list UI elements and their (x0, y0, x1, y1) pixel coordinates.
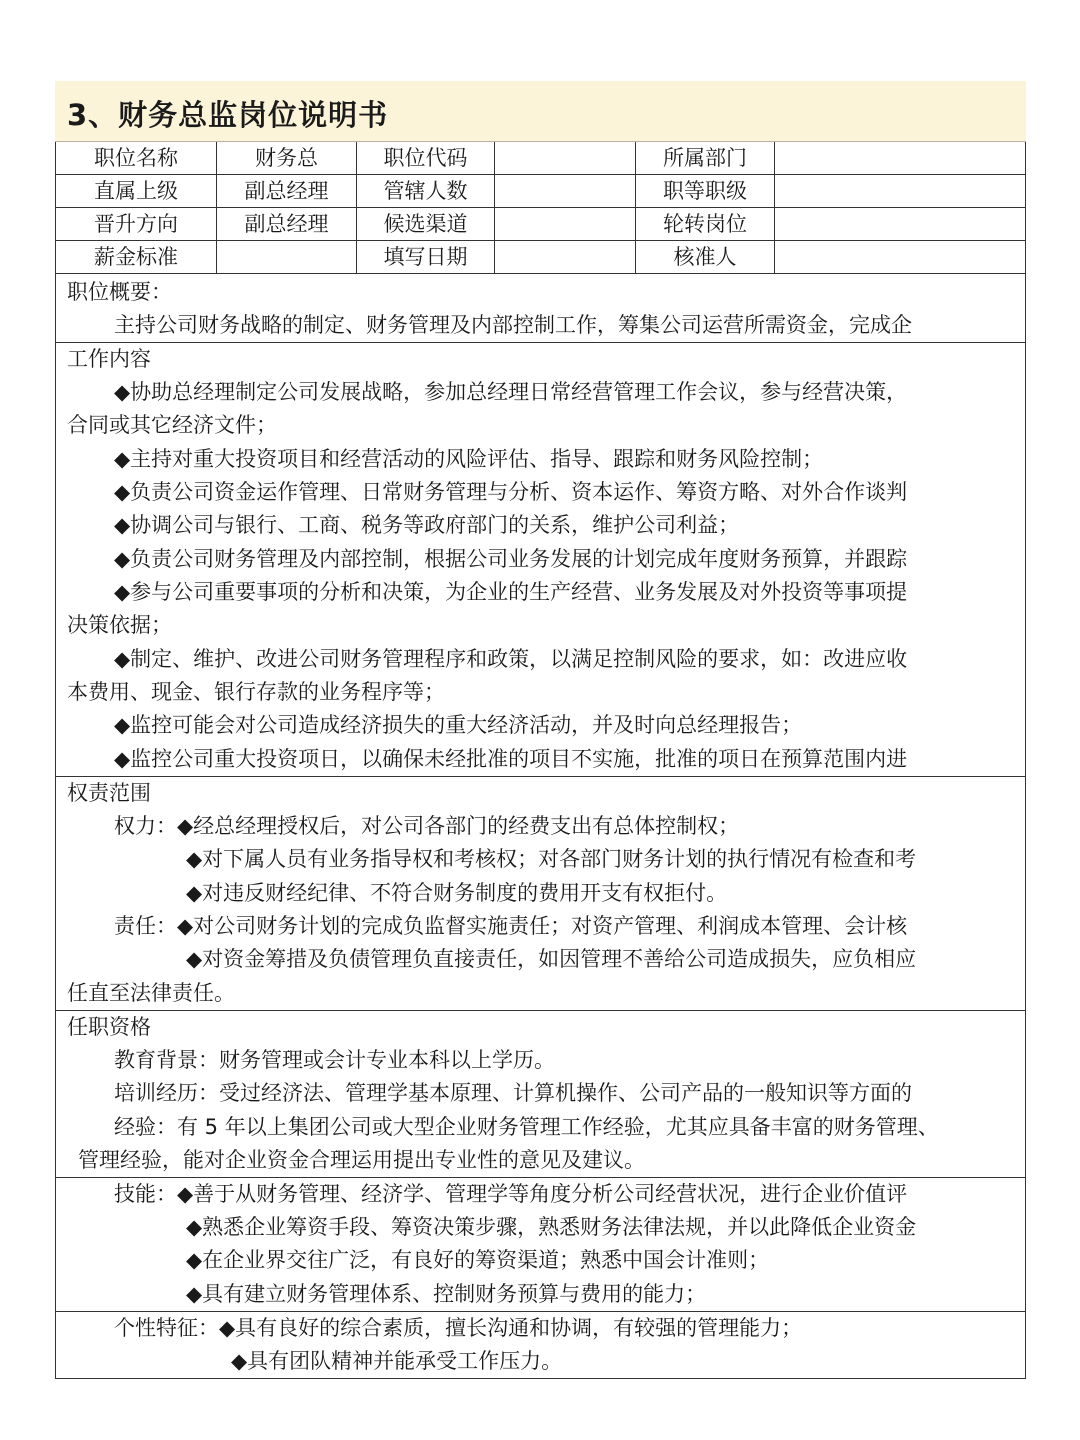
info-value (775, 175, 1025, 208)
qualifications-section (56, 1011, 1025, 1178)
info-label: 管辖人数 (357, 175, 495, 208)
info-row-1 (56, 142, 1025, 175)
authority-line: 权力：◆经总经理授权后，对公司各部门的经费支出有总体控制权； (114, 814, 740, 838)
info-label: 职等职级 (636, 175, 775, 208)
skills-section (56, 1178, 1025, 1312)
responsibility-line: 任直至法律责任。 (67, 981, 235, 1005)
section-heading: 职位概要： (67, 280, 172, 304)
info-row-4 (56, 241, 1025, 274)
duty-line: 合同或其它经济文件； (67, 413, 277, 437)
personality-line: 个性特征：◆具有良好的综合素质，擅长沟通和协调，有较强的管理能力； (114, 1316, 803, 1340)
duty-line: ◆负责公司财务管理及内部控制，根据公司业务发展的计划完成年度财务预算，并跟踪 (114, 547, 908, 571)
duty-line: ◆负责公司资金运作管理、日常财务管理与分析、资本运作、筹资方略、对外合作谈判 (114, 480, 908, 504)
info-row-3 (56, 208, 1025, 241)
info-label: 职位名称 (56, 142, 217, 175)
duty-line: 本费用、现金、银行存款的业务程序等； (67, 680, 445, 704)
skill-line: 技能：◆善于从财务管理、经济学、管理学等角度分析公司经营状况，进行企业价值评 (114, 1182, 908, 1206)
personality-section (56, 1312, 1025, 1378)
duty-line: ◆主持对重大投资项目和经营活动的风险评估、指导、跟踪和财务风险控制； (114, 447, 824, 471)
duty-line: ◆监控可能会对公司造成经济损失的重大经济活动，并及时向总经理报告； (114, 713, 803, 737)
page-title: 3、财务总监岗位说明书 (67, 98, 389, 132)
qualification-line: 管理经验，能对企业资金合理运用提出专业性的意见及建议。 (78, 1148, 645, 1172)
authority-line: ◆对下属人员有业务指导权和考核权；对各部门财务计划的执行情况有检查和考 (186, 847, 917, 871)
info-value (495, 142, 636, 175)
info-value (775, 208, 1025, 241)
qualification-line: 培训经历：受过经济法、管理学基本原理、计算机操作、公司产品的一般知识等方面的 (114, 1081, 912, 1105)
info-value (495, 241, 636, 274)
duty-line: ◆监控公司重大投资项日，以确保未经批准的项目不实施，批准的项日在预算范围内进 (114, 747, 908, 771)
info-label: 直属上级 (56, 175, 217, 208)
info-value (217, 241, 357, 274)
skill-line: ◆熟悉企业筹资手段、筹资决策步骤，熟悉财务法律法规，并以此降低企业资金 (186, 1215, 917, 1239)
info-label: 职位代码 (357, 142, 495, 175)
responsibility-line: 责任：◆对公司财务计划的完成负监督实施责任；对资产管理、利润成本管理、会计核 (114, 914, 908, 938)
skill-line: ◆在企业界交往广泛，有良好的筹资渠道；熟悉中国会计准则； (186, 1248, 770, 1272)
info-value (495, 175, 636, 208)
duty-line: ◆制定、维护、改进公司财务管理程序和政策，以满足控制风险的要求，如：改进应收 (114, 647, 908, 671)
info-value (775, 241, 1025, 274)
authority-section (56, 777, 1025, 1011)
skill-line: ◆具有建立财务管理体系、控制财务预算与费用的能力； (186, 1282, 707, 1306)
responsibility-line: ◆对资金筹措及负债管理负直接责任，如因管理不善给公司造成损失，应负相应 (186, 947, 917, 971)
job-description-sheet (55, 142, 1026, 1379)
info-label: 所属部门 (636, 142, 775, 175)
qualification-line: 经验：有 5 年以上集团公司或大型企业财务管理工作经验，尤其应具备丰富的财务管理、 (114, 1115, 939, 1139)
section-heading: 任职资格 (67, 1015, 151, 1039)
info-label: 填写日期 (357, 241, 495, 274)
qualification-line: 教育背景：财务管理或会计专业本科以上学历。 (114, 1048, 555, 1072)
info-row-2 (56, 175, 1025, 208)
info-label: 薪金标准 (56, 241, 217, 274)
duty-line: 决策依据； (67, 613, 172, 637)
info-value (775, 142, 1025, 175)
title-bar (55, 81, 1026, 142)
section-heading: 权责范围 (67, 781, 151, 805)
summary-section (56, 275, 1025, 343)
personality-line: ◆具有团队精神并能承受工作压力。 (231, 1349, 563, 1373)
duty-line: ◆协调公司与银行、工商、税务等政府部门的关系，维护公司利益； (114, 513, 740, 537)
section-heading: 工作内容 (67, 347, 151, 371)
duty-line: ◆参与公司重要事项的分析和决策，为企业的生产经营、业务发展及对外投资等事项提 (114, 580, 908, 604)
info-value: 财务总 (217, 142, 357, 175)
duties-section (56, 343, 1025, 777)
authority-line: ◆对违反财经纪律、不符合财务制度的费用开支有权拒付。 (186, 881, 728, 905)
info-label: 核准人 (636, 241, 775, 274)
info-label: 晋升方向 (56, 208, 217, 241)
info-value (495, 208, 636, 241)
info-value: 副总经理 (217, 175, 357, 208)
duty-line: ◆协助总经理制定公司发展战略，参加总经理日常经营管理工作会议，参与经营决策， (114, 380, 908, 404)
summary-text: 主持公司财务战略的制定、财务管理及内部控制工作，筹集公司运营所需资金，完成企 (114, 313, 912, 337)
info-value: 副总经理 (217, 208, 357, 241)
info-label: 轮转岗位 (636, 208, 775, 241)
info-label: 候选渠道 (357, 208, 495, 241)
